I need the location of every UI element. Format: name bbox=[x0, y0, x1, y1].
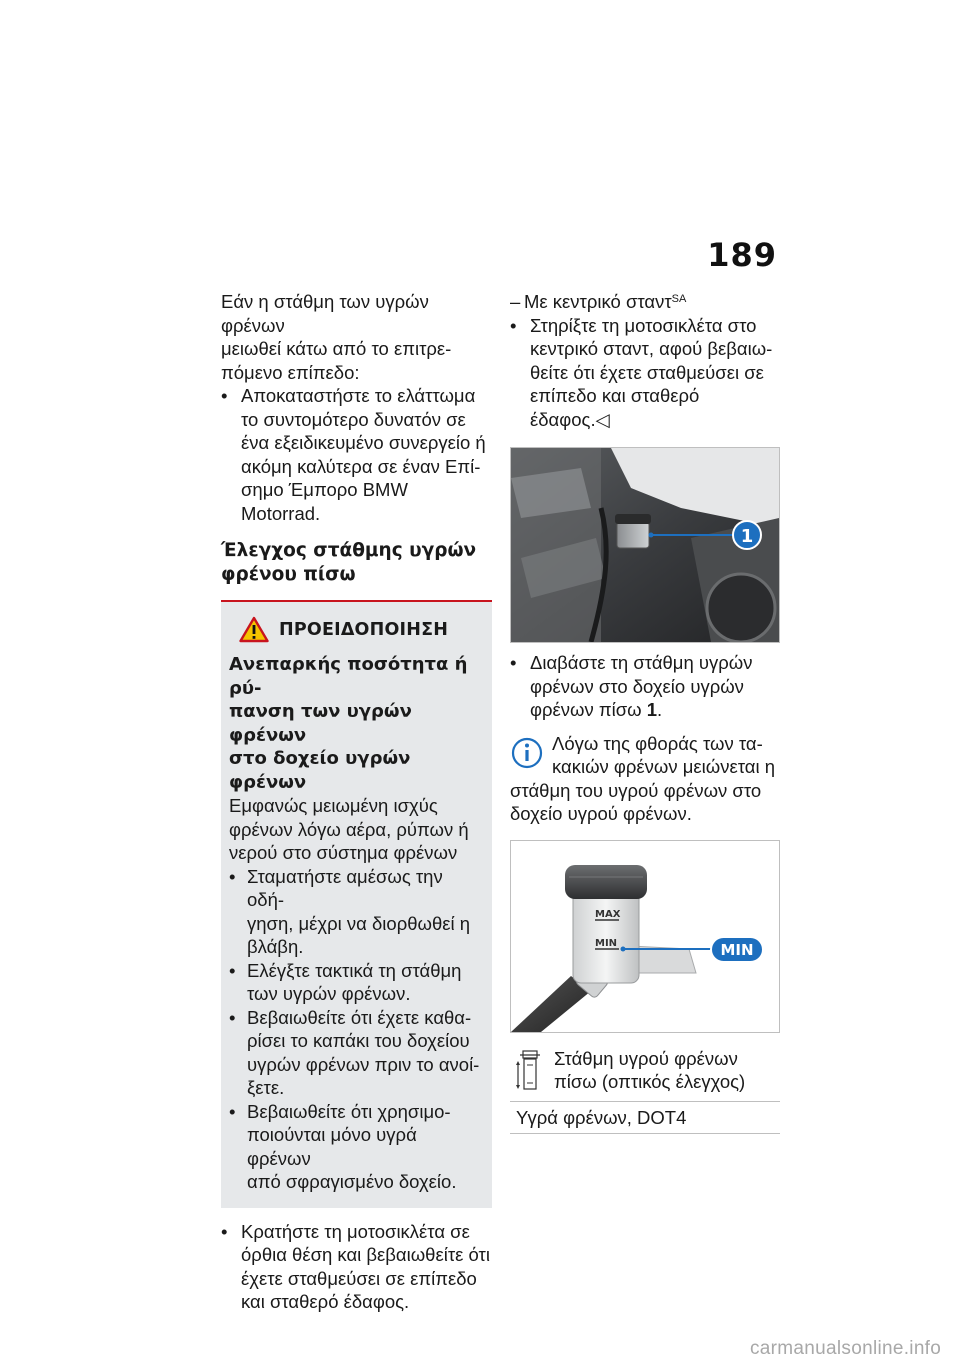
reservoir-level-icon bbox=[516, 1049, 544, 1095]
option-superscript: SA bbox=[671, 293, 687, 305]
figure-reference: 1 bbox=[646, 699, 658, 720]
center-stand-option bbox=[510, 290, 780, 314]
info-icon bbox=[510, 736, 544, 770]
bullet-line: σημο Έμπορο BMW Motorrad. bbox=[241, 479, 408, 524]
note-line: στάθμη του υγρού φρένων στο bbox=[510, 779, 762, 801]
bullet-line: φρένων πίσω bbox=[530, 699, 642, 720]
note-line: κακιών φρένων μειώνεται η bbox=[552, 756, 776, 777]
motorcycle-rear-photo bbox=[511, 448, 779, 642]
spec-value: Υγρά φρένων, DOT4 bbox=[510, 1101, 780, 1134]
bullet-line: θείτε ότι έχετε σταθμεύσει σε bbox=[530, 361, 764, 383]
warning-title: ΠΡΟΕΙΔΟΠΟΙΗΣΗ bbox=[279, 619, 449, 640]
bullet-line: ποιούνται μόνο υγρά φρένων bbox=[247, 1124, 417, 1169]
warning-bullet bbox=[229, 959, 484, 1006]
intro-line: Εάν η στάθμη των υγρών φρένων bbox=[221, 291, 429, 336]
warning-bullet bbox=[229, 1100, 484, 1194]
warning-subtitle-line: στο δοχείο υγρών φρένων bbox=[229, 748, 411, 793]
intro-paragraph bbox=[221, 290, 492, 384]
bullet-line: • Βεβαιωθείτε ότι χρησιμο- bbox=[247, 1100, 451, 1122]
left-column bbox=[221, 290, 492, 1314]
warning-box bbox=[221, 602, 492, 1208]
bullet-line: και σταθερό έδαφος. bbox=[241, 1291, 410, 1312]
reservoir-location-figure bbox=[510, 447, 780, 643]
note-line: δοχείο υγρού φρένων. bbox=[510, 803, 692, 824]
bullet-line: υγρών φρένων πριν το ανοί- bbox=[247, 1053, 480, 1075]
bullet-line: • Διαβάστε τη στάθμη υγρών bbox=[530, 652, 753, 673]
bullet-line: • Αποκαταστήστε το ελάττωμα bbox=[241, 385, 476, 406]
bullet-line: των υγρών φρένων. bbox=[247, 983, 411, 1004]
bullet-line: έχετε σταθμεύσει σε επίπεδο bbox=[241, 1267, 477, 1289]
section-title-line: Έλεγχος στάθμης υγρών bbox=[221, 540, 477, 561]
warning-text-line: νερού στο σύστημα φρένων bbox=[229, 842, 458, 863]
spec-value-row bbox=[510, 1101, 780, 1134]
bullet-line: όρθια θέση και βεβαιωθείτε ότι bbox=[241, 1244, 490, 1265]
end-mark-icon: ◁ bbox=[595, 408, 610, 430]
warning-bullet bbox=[229, 1006, 484, 1100]
warning-subtitle-line: πανση των υγρών φρένων bbox=[229, 701, 412, 746]
bullet-line: από σφραγισμένο δοχείο. bbox=[247, 1171, 457, 1192]
brake-reservoir-illustration bbox=[511, 841, 779, 1032]
read-level-bullet bbox=[510, 651, 780, 722]
section-title bbox=[221, 539, 492, 602]
bullet-line: ακόμη καλύτερα σε έναν Επί- bbox=[241, 455, 481, 477]
bullet-line: κεντρικό σταντ, αφού βεβαιω- bbox=[530, 338, 773, 359]
spec-title-line: πίσω (οπτικός έλεγχος) bbox=[554, 1071, 746, 1092]
bullet-line: • Σταματήστε αμέσως την οδή- bbox=[247, 865, 443, 910]
repair-bullet bbox=[221, 384, 492, 525]
bullet-line: βλάβη. bbox=[247, 936, 304, 957]
reservoir-min-figure bbox=[510, 840, 780, 1033]
min-callout: MIN bbox=[720, 940, 754, 959]
upright-bullet bbox=[221, 1220, 492, 1314]
bullet-line: επίπεδο και σταθερό έδαφος. bbox=[530, 385, 700, 430]
bullet-line: • Βεβαιωθείτε ότι έχετε καθα- bbox=[247, 1006, 472, 1028]
spec-header-row bbox=[510, 1043, 780, 1102]
warning-text-line: φρένων λόγω αέρα, ρύπων ή bbox=[229, 818, 469, 840]
bullet-line: • Στηρίξτε τη μοτοσικλέτα στο bbox=[530, 314, 757, 336]
info-note bbox=[510, 732, 780, 826]
intro-line: μειωθεί κάτω από το επιτρε- bbox=[221, 338, 452, 359]
warning-bullet bbox=[229, 865, 484, 959]
intro-line: πόμενο επίπεδο: bbox=[221, 361, 360, 383]
bullet-line: γηση, μέχρι να διορθωθεί η bbox=[247, 912, 471, 934]
stand-bullet bbox=[510, 314, 780, 432]
bullet-line: φρένων στο δοχείο υγρών bbox=[530, 675, 744, 697]
warning-subtitle-line: Ανεπαρκής ποσότητα ή ρύ- bbox=[229, 654, 468, 699]
warning-text bbox=[229, 794, 484, 865]
note-line: Λόγω της φθοράς των τα- bbox=[552, 732, 763, 754]
right-column bbox=[510, 290, 780, 1134]
warning-triangle-icon bbox=[239, 616, 269, 643]
bullet-line: ένα εξειδικευμένο συνεργείο ή bbox=[241, 432, 486, 453]
bullet-line: ρίσει το καπάκι του δοχείου bbox=[247, 1030, 470, 1051]
figure-callout-1: 1 bbox=[740, 526, 754, 547]
bullet-end: . bbox=[657, 699, 663, 720]
warning-text-line: Εμφανώς μειωμένη ισχύς bbox=[229, 795, 438, 816]
watermark: carmanualsonline.info bbox=[750, 1338, 942, 1359]
bullet-line: ξετε. bbox=[247, 1077, 285, 1098]
bullet-line: • Κρατήστε τη μοτοσικλέτα σε bbox=[241, 1220, 470, 1242]
spec-title-line: Στάθμη υγρού φρένων bbox=[554, 1047, 738, 1069]
min-mark-label: MIN bbox=[595, 937, 618, 949]
option-text: Με κεντρικό σταντ bbox=[524, 291, 672, 312]
page-number: 189 bbox=[707, 236, 777, 274]
spec-table bbox=[510, 1043, 780, 1135]
section-title-line: φρένου πίσω bbox=[221, 563, 356, 585]
warning-header bbox=[229, 616, 484, 643]
bullet-line: το συντομότερο δυνατόν σε bbox=[241, 408, 466, 430]
warning-subtitle bbox=[229, 653, 484, 794]
spec-header-cell bbox=[510, 1043, 780, 1102]
max-mark-label: MAX bbox=[595, 908, 621, 920]
bullet-line: • Ελέγξτε τακτικά τη στάθμη bbox=[247, 959, 462, 981]
